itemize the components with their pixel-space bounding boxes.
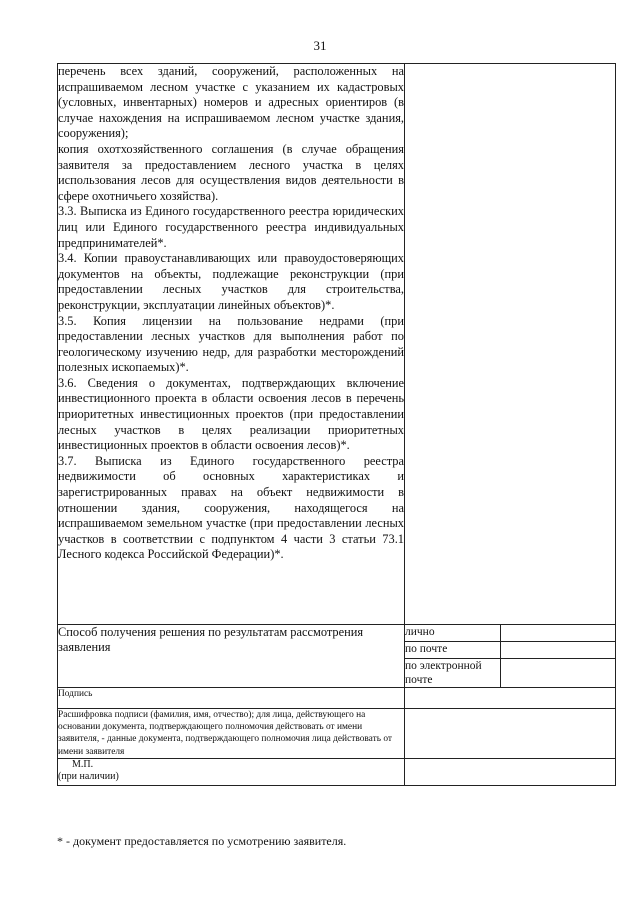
application-form-table xyxy=(57,63,616,786)
page-number: 31 xyxy=(313,38,327,53)
signature-row xyxy=(58,688,616,709)
stamp-label xyxy=(58,758,405,785)
decoding-row xyxy=(58,709,616,759)
documents-item: перечень всех зданий, сооружений, расположенных на испрашиваемом лесном участке с указанием их кадастровых (условных, инвентарных) номеров и адресных ориентиров (в случае нахождения на испрашиваемом лесном участке здания, сооружения); xyxy=(58,64,404,141)
documents-row xyxy=(58,64,616,625)
method-checkbox-personal[interactable] xyxy=(501,625,616,642)
documents-item: 3.7. Выписка из Единого государственного реестра недвижимости об основных характеристиках и зарегистрированных правах на объект недвижимости в отношении здания, сооружения, находящегося на испрашиваемом земельном участке (при предоставлении лесных участков в соответствии с подпунктом 4 части 3 статьи 73.1 Лесного кодекса Российской Федерации)*. xyxy=(58,453,404,562)
signature-field[interactable] xyxy=(405,688,616,709)
documents-item: 3.3. Выписка из Единого государственного реестра юридических лиц или Единого государственного реестра индивидуальных предпринимателей*. xyxy=(58,204,404,250)
stamp-note: (при наличии) xyxy=(58,771,119,783)
method-checkbox-mail[interactable] xyxy=(501,642,616,659)
method-row-personal xyxy=(58,625,616,642)
stamp-line: М.П. xyxy=(72,758,94,770)
method-option-personal: лично xyxy=(405,625,501,642)
documents-list-cell xyxy=(58,64,405,625)
signature-label: Подпись xyxy=(58,688,405,709)
documents-item: 3.5. Копия лицензии на пользование недрами (при предоставлении лесных участков для выполнения работ по геологическому изучению недр, для разработки месторождений полезных ископаемых)*. xyxy=(58,313,404,375)
method-label: Способ получения решения по результатам рассмотрения заявления xyxy=(58,625,405,688)
signature-decoding-label: Расшифровка подписи (фамилия, имя, отчество); для лица, действующего на основании документа, подтверждающего полномочия действовать от имени заявителя, - данные документа, подтверждающего полномочия лица действовать от имени заявителя xyxy=(58,709,405,759)
documents-mark-cell[interactable] xyxy=(405,64,616,625)
documents-item: копия охотхозяйственного соглашения (в случае обращения заявителя за предоставлением лесного участка в целях использования лесов для осуществления видов деятельности в сфере охотничьего хозяйства). xyxy=(58,141,404,203)
footnote: * - документ предоставляется по усмотрению заявителя. xyxy=(57,834,347,848)
stamp-field xyxy=(405,758,616,785)
documents-item: 3.6. Сведения о документах, подтверждающих включение инвестиционного проекта в области освоения лесов в перечень приоритетных инвестиционных проектов (при предоставлении лесных участков в целях реализации приоритетных инвестиционных проектов в области освоения лесов)*. xyxy=(58,375,404,453)
method-option-mail: по почте xyxy=(405,642,501,659)
method-checkbox-email[interactable] xyxy=(501,659,616,688)
signature-decoding-field[interactable] xyxy=(405,709,616,759)
documents-item: 3.4. Копии правоустанавливающих или правоудостоверяющих документов на объекты, подлежащие реконструкции (при предоставлении лесных участков для строительства, реконструкции, эксплуатации линейных объектов)*. xyxy=(58,251,404,312)
stamp-row xyxy=(58,758,616,785)
method-option-email: по электронной почте xyxy=(405,659,501,688)
